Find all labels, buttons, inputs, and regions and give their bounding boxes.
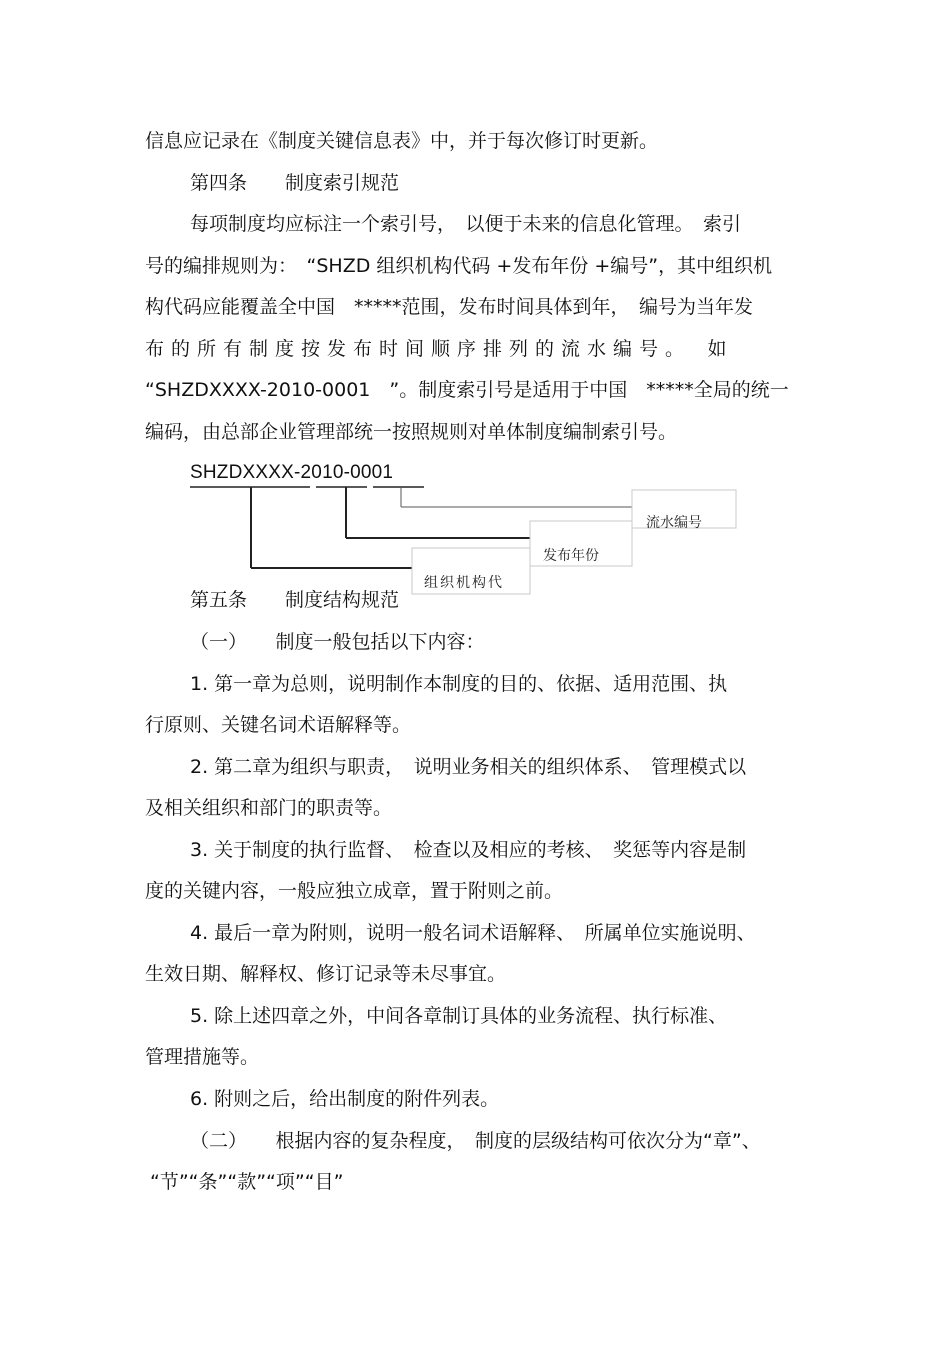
list-item: 6. 附则之后，给出制度的附件列表。 [190,1088,500,1110]
list-item-continued: 生效日期、解释权、修订记录等未尽事宜。 [145,963,507,985]
paragraph-line: 每项制度均应标注一个索引号， 以便于未来的信息化管理。 索引 [190,213,742,235]
paragraph-line: 编码，由总部企业管理部统一按照规则对单体制度编制索引号。 [145,421,678,443]
paragraph-line: “SHZDXXXX-2010-0001 ”。制度索引号是适用于中国 *****全局的统一 [145,379,789,401]
subsection-1-heading: （一） 制度一般包括以下内容： [190,631,485,653]
list-item-continued: 及相关组织和部门的职责等。 [145,797,393,819]
article-5-heading: 第五条 制度结构规范 [190,589,400,611]
paragraph-line: 布的所有制度按发布时间顺序排列的流水编号。 如 [145,338,734,360]
list-item: 3. 关于制度的执行监督、 检查以及相应的考核、 奖惩等内容是制 [190,839,747,861]
label-org-code: 组织机构代 [424,575,504,591]
subsection-2-continued: “节”“条”“款”“项”“目” [150,1171,344,1193]
list-item: 2. 第二章为组织与职责， 说明业务相关的组织体系、 管理模式以 [190,756,747,778]
index-code: SHZDXXXX-2010-0001 [190,462,394,483]
paragraph-line: 号的编排规则为： “SHZD 组织机构代码 +发布年份 +编号”，其中组织机 [145,255,773,277]
list-item: 4. 最后一章为附则，说明一般名词术语解释、 所属单位实施说明、 [190,922,756,944]
article-4-heading: 第四条 制度索引规范 [190,172,400,194]
label-publish-year: 发布年份 [543,548,599,564]
list-item-continued: 管理措施等。 [145,1046,260,1068]
label-serial-number: 流水编号 [646,515,702,531]
list-item-continued: 度的关键内容，一般应独立成章，置于附则之前。 [145,880,564,902]
list-item: 1. 第一章为总则，说明制作本制度的目的、依据、适用范围、执 [190,673,728,695]
list-item: 5. 除上述四章之外，中间各章制订具体的业务流程、执行标准、 [190,1005,728,1027]
list-item-continued: 行原则、关键名词术语解释等。 [145,714,412,736]
paragraph-line: 构代码应能覆盖全中国 *****范围，发布时间具体到年， 编号为当年发 [145,296,754,318]
paragraph-line: 信息应记录在《制度关键信息表》中，并于每次修订时更新。 [145,130,659,152]
subsection-2-heading: （二） 根据内容的复杂程度， 制度的层级结构可依次分为“章”、 [190,1130,761,1152]
